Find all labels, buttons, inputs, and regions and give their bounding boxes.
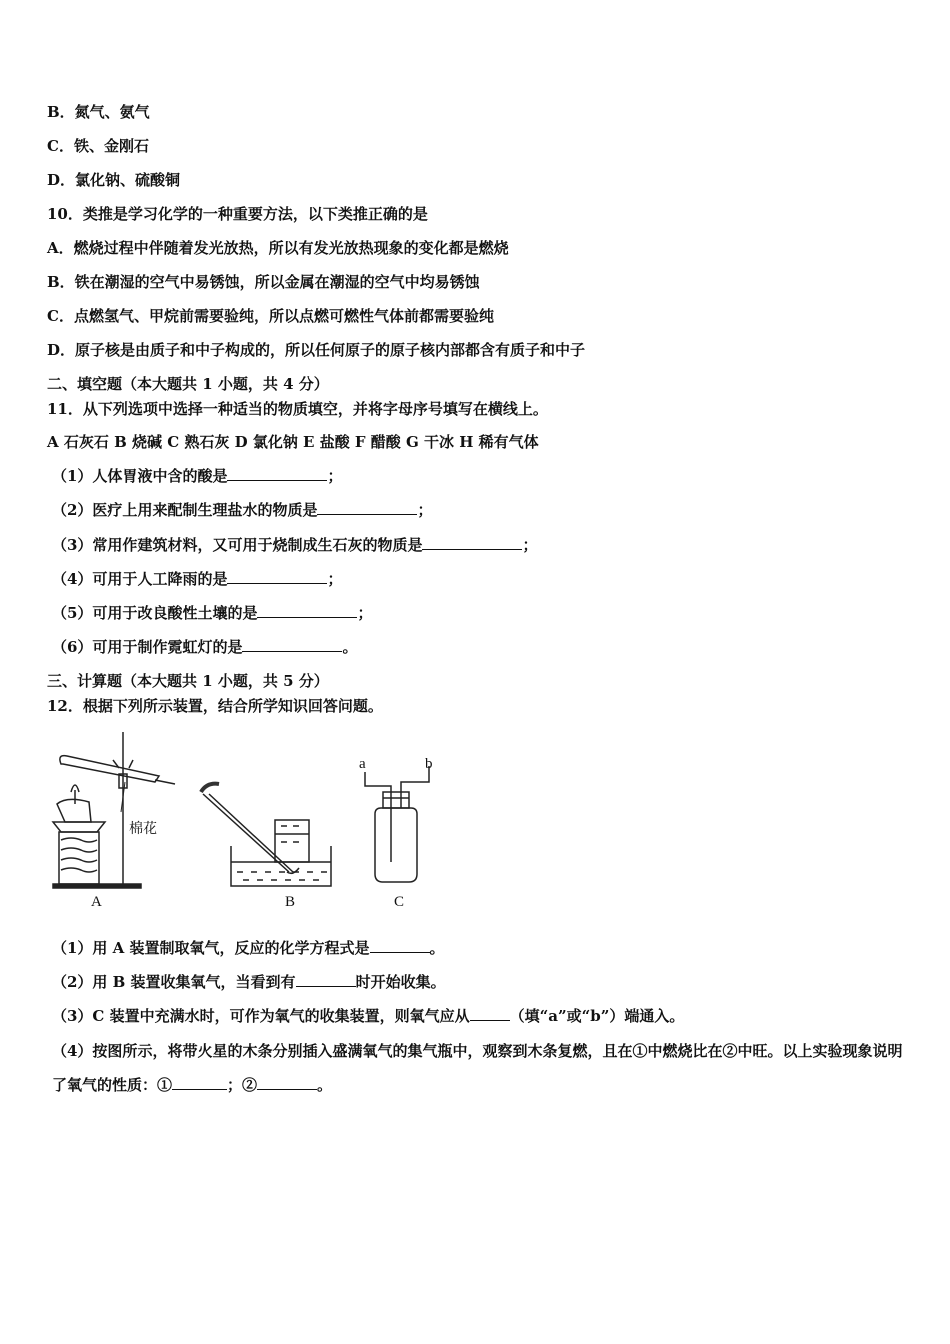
q12-sub-4: （4）按图所示，将带火星的木条分别插入盛满氧气的集气瓶中，观察到木条复燃，且在①中燃烧比在②中旺。以上实验现象说明了氧气的性质：① ；② 。 xyxy=(52,1042,903,1094)
answer-blank[interactable] xyxy=(317,500,417,515)
q11-item-2: （2）医疗上用来配制生理盐水的物质是 ； xyxy=(52,501,433,519)
q9-option-d: D．氯化钠、硫酸铜 xyxy=(47,171,181,189)
answer-blank[interactable] xyxy=(470,1006,510,1021)
answer-blank[interactable] xyxy=(172,1075,227,1090)
answer-blank[interactable] xyxy=(242,637,342,652)
q11-item-4: （4）可用于人工降雨的是 ； xyxy=(52,570,343,588)
q10-option-b: B．铁在潮湿的空气中易锈蚀，所以金属在潮湿的空气中均易锈蚀 xyxy=(47,273,480,291)
q10-option-c: C．点燃氢气、甲烷前需要验纯，所以点燃可燃性气体前都需要验纯 xyxy=(47,307,494,325)
section3-title: 三、计算题（本大题共 1 小题，共 5 分） xyxy=(47,672,329,690)
q9-option-c: C．铁、金刚石 xyxy=(47,137,149,155)
answer-blank[interactable] xyxy=(422,535,522,550)
label-c: C xyxy=(394,894,405,910)
q10-stem: 10．类推是学习化学的一种重要方法，以下类推正确的是 xyxy=(47,205,428,223)
q11-item-5: （5）可用于改良酸性土壤的是 ； xyxy=(52,604,373,622)
apparatus-a xyxy=(53,732,175,888)
q11-item-1: （1）人体胃液中含的酸是 ； xyxy=(52,467,343,485)
apparatus-figure xyxy=(45,722,445,922)
q11-item-3: （3）常用作建筑材料，又可用于烧制成生石灰的物质是 ； xyxy=(52,536,538,554)
answer-blank[interactable] xyxy=(227,569,327,584)
q12-sub-1: （1）用 A 装置制取氧气，反应的化学方程式是 。 xyxy=(52,939,445,957)
cotton-label: 棉花 xyxy=(129,821,157,837)
q12-sub-2: （2）用 B 装置收集氧气，当看到有 时开始收集。 xyxy=(52,973,446,991)
q11-item-6: （6）可用于制作霓虹灯的是 。 xyxy=(52,638,358,656)
answer-blank[interactable] xyxy=(227,466,327,481)
q10-option-a: A．燃烧过程中伴随着发光放热，所以有发光放热现象的变化都是燃烧 xyxy=(47,239,509,257)
q12-sub-3: （3）C 装置中充满水时，可作为氧气的收集装置，则氧气应从 （填“a”或“b”）端通入。 xyxy=(52,1007,685,1025)
label-a: A xyxy=(91,894,102,910)
label-b: B xyxy=(285,894,296,910)
answer-blank[interactable] xyxy=(370,938,430,953)
port-a-label: a xyxy=(359,756,366,772)
q12-stem: 12．根据下列所示装置，结合所学知识回答问题。 xyxy=(47,697,383,715)
answer-blank[interactable] xyxy=(296,972,356,987)
q11-choices: A 石灰石 B 烧碱 C 熟石灰 D 氯化钠 E 盐酸 F 醋酸 G 干冰 H 稀有气体 xyxy=(47,433,539,451)
apparatus-drawing xyxy=(45,722,445,922)
answer-blank[interactable] xyxy=(257,1075,317,1090)
port-b-label: b xyxy=(425,756,433,772)
apparatus-b xyxy=(201,784,331,886)
answer-blank[interactable] xyxy=(257,603,357,618)
section2-title: 二、填空题（本大题共 1 小题，共 4 分） xyxy=(47,375,329,393)
q11-stem: 11．从下列选项中选择一种适当的物质填空，并将字母序号填写在横线上。 xyxy=(47,400,548,418)
q10-option-d: D．原子核是由质子和中子构成的，所以任何原子的原子核内部都含有质子和中子 xyxy=(47,341,586,359)
apparatus-c xyxy=(365,766,429,882)
q9-option-b: B．氮气、氨气 xyxy=(47,103,150,121)
